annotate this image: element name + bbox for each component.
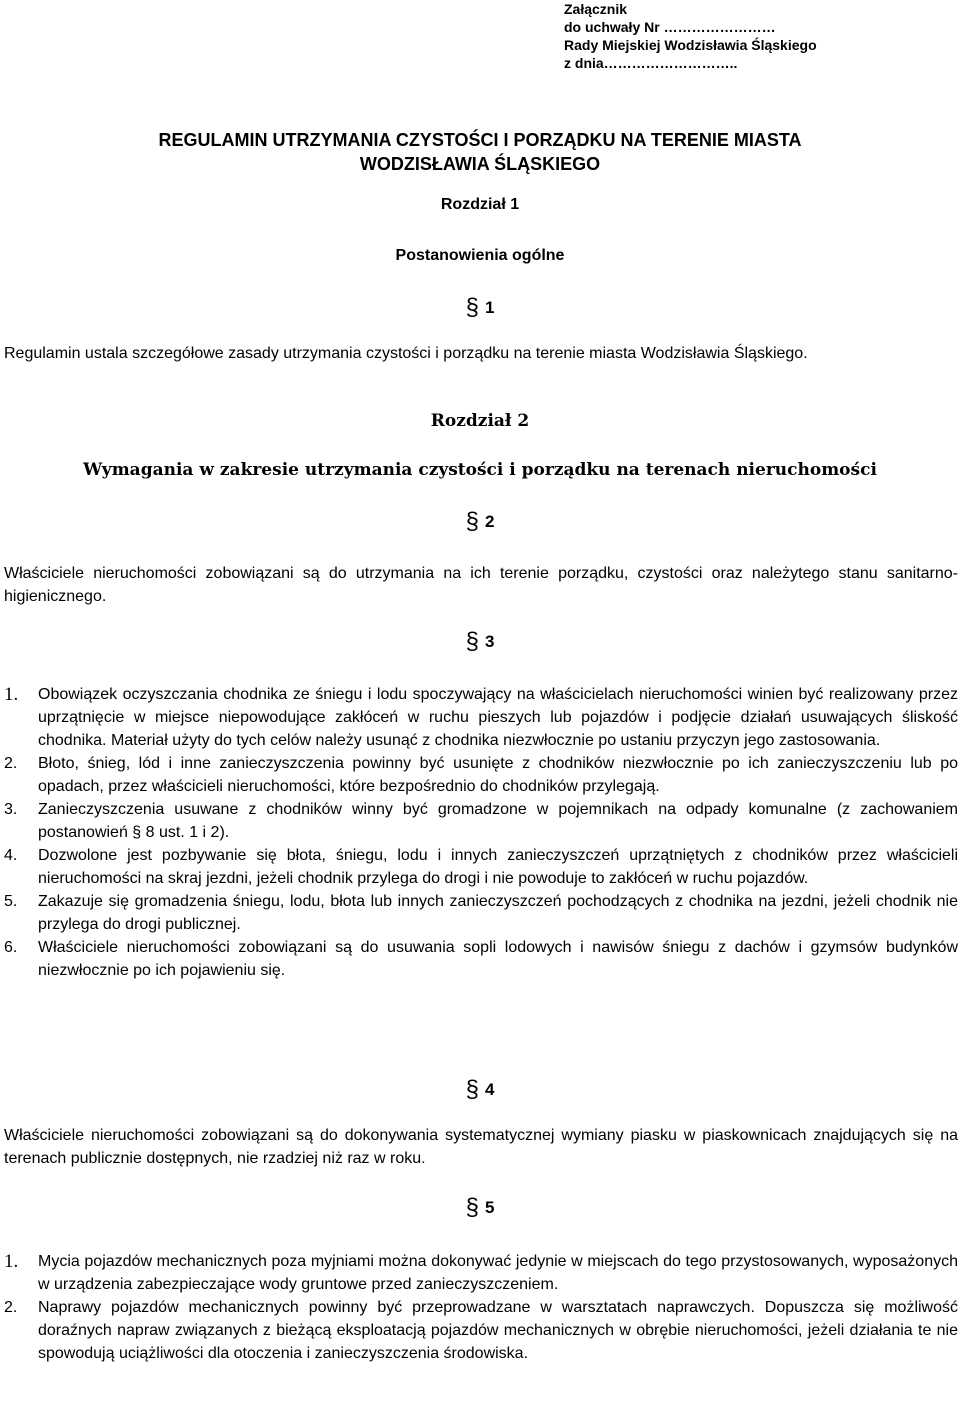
list-item — [4, 890, 958, 936]
list-item-text: Naprawy pojazdów mechanicznych powinny być przeprowadzane w warsztatach naprawczych. Dopuszcza się możliwość doraźnych napraw związanych z bieżącą eksploatacją pojazdów mechanicznych w obrębie nieruchomości, jeżeli działania te nie spowodują uciążliwości dla otoczenia i zanieczyszczenia środowiska. — [38, 1299, 958, 1362]
paragraph-symbol: § — [465, 294, 479, 321]
paragraph-4-mark — [0, 1076, 960, 1104]
list-item-number: 5. — [4, 893, 18, 910]
paragraph-symbol: § — [465, 1194, 479, 1221]
list-item-number: 1. — [4, 684, 19, 705]
list-item — [4, 683, 958, 752]
list-item — [4, 798, 958, 844]
chapter-1-heading: Rozdział 1 — [440, 196, 520, 213]
list-item — [4, 1296, 958, 1365]
annex-line: Rady Miejskiej Wodzisławia Śląskiego — [564, 37, 817, 53]
list-item-text: Błoto, śnieg, lód i inne zanieczyszczenia powinny być usunięte z chodników niezwłocznie po ich zanieczyszczeniu lub po opadach, przez właścicieli nieruchomości, które bezpośrednio do chodników przylegają. — [38, 755, 958, 795]
paragraph-3-list — [4, 683, 958, 982]
list-item — [4, 1250, 958, 1296]
list-item-text: Dozwolone jest pozbywanie się błota, śniegu, lodu i innych zanieczyszczeń uprzątniętych z chodników przez właścicieli nieruchomości na skraj jezdni, jeżeli chodnik przylega do drogi i nie powoduje to zakłóceń w ruchu pojazdów. — [38, 847, 958, 887]
paragraph-5-mark — [0, 1194, 960, 1222]
list-item-number: 2. — [4, 1299, 18, 1316]
paragraph-1-mark — [0, 294, 960, 322]
paragraph-4-text: Właściciele nieruchomości zobowiązani są do dokonywania systematycznej wymiany piasku w piaskownicach znajdujących się na terenach publicznie dostępnych, nie rzadziej niż raz w roku. — [4, 1127, 958, 1167]
paragraph-1-text: Regulamin ustala szczegółowe zasady utrzymania czystości i porządku na terenie miasta Wodzisławia Śląskiego. — [4, 345, 808, 362]
chapter-2-subtitle: Wymagania w zakresie utrzymania czystości i porządku na terenach nieruchomości — [83, 460, 877, 480]
list-item-number: 6. — [4, 939, 18, 956]
list-item-number: 4. — [4, 847, 18, 864]
paragraph-number: 2 — [484, 512, 495, 531]
list-item-text: Zakazuje się gromadzenia śniegu, lodu, błota lub innych zanieczyszczeń pochodzących z chodnika na jezdni, jeżeli chodnik nie przylega do drogi publicznej. — [38, 893, 958, 933]
paragraph-symbol: § — [465, 508, 479, 535]
paragraph-3-mark — [0, 628, 960, 656]
list-item-number: 2. — [4, 755, 18, 772]
list-item-text: Właściciele nieruchomości zobowiązani są do usuwania sopli lodowych i nawisów śniegu z dachów i gzymsów budynków niezwłocznie po ich pojawieniu się. — [38, 939, 958, 979]
title-line: REGULAMIN UTRZYMANIA CZYSTOŚCI I PORZĄDKU NA TERENIE MIASTA — [158, 130, 802, 150]
paragraph-number: 5 — [484, 1198, 495, 1217]
paragraph-symbol: § — [465, 628, 479, 655]
list-item — [4, 844, 958, 890]
paragraph-2-mark — [0, 508, 960, 536]
list-item-text: Obowiązek oczyszczania chodnika ze śniegu i lodu spoczywający na właścicielach nieruchomości winien być realizowany przez uprzątnięcie w miejsce niepowodujące zakłóceń w ruchu pieszych lub pojazdów i podjęcie działań usuwających śliskość chodnika. Materiał użyty do tych celów należy usunąć z chodnika niezwłocznie po ustaniu przyczyn jego zastosowania. — [38, 686, 958, 749]
annex-line: Załącznik — [564, 1, 628, 17]
paragraph-number: 1 — [484, 298, 495, 317]
annex-header — [564, 0, 817, 72]
paragraph-symbol: § — [465, 1076, 479, 1103]
document-title — [0, 128, 960, 176]
chapter-2-heading: Rozdział 2 — [430, 411, 530, 431]
paragraph-5-list — [4, 1250, 958, 1365]
list-item-number: 3. — [4, 801, 18, 818]
annex-line: z dnia……………………….. — [564, 55, 738, 71]
list-item-text: Zanieczyszczenia usuwane z chodników winny być gromadzone w pojemnikach na odpady komunalne (z zachowaniem postanowień § 8 ust. 1 i 2). — [38, 801, 958, 841]
paragraph-number: 4 — [484, 1080, 495, 1099]
annex-line: do uchwały Nr …………………… — [564, 19, 776, 35]
list-item-text: Mycia pojazdów mechanicznych poza myjniami można dokonywać jedynie w miejscach do tego przystosowanych, wyposażonych w urządzenia zabezpieczające wody gruntowe przed zanieczyszczeniem. — [38, 1253, 958, 1293]
list-item — [4, 936, 958, 982]
chapter-1-subtitle: Postanowienia ogólne — [395, 247, 565, 264]
paragraph-2-text: Właściciele nieruchomości zobowiązani są do utrzymania na ich terenie porządku, czystości oraz należytego stanu sanitarno-higienicznego. — [4, 565, 958, 605]
title-line: WODZISŁAWIA ŚLĄSKIEGO — [359, 154, 601, 174]
list-item-number: 1. — [4, 1251, 19, 1272]
paragraph-number: 3 — [484, 632, 495, 651]
list-item — [4, 752, 958, 798]
